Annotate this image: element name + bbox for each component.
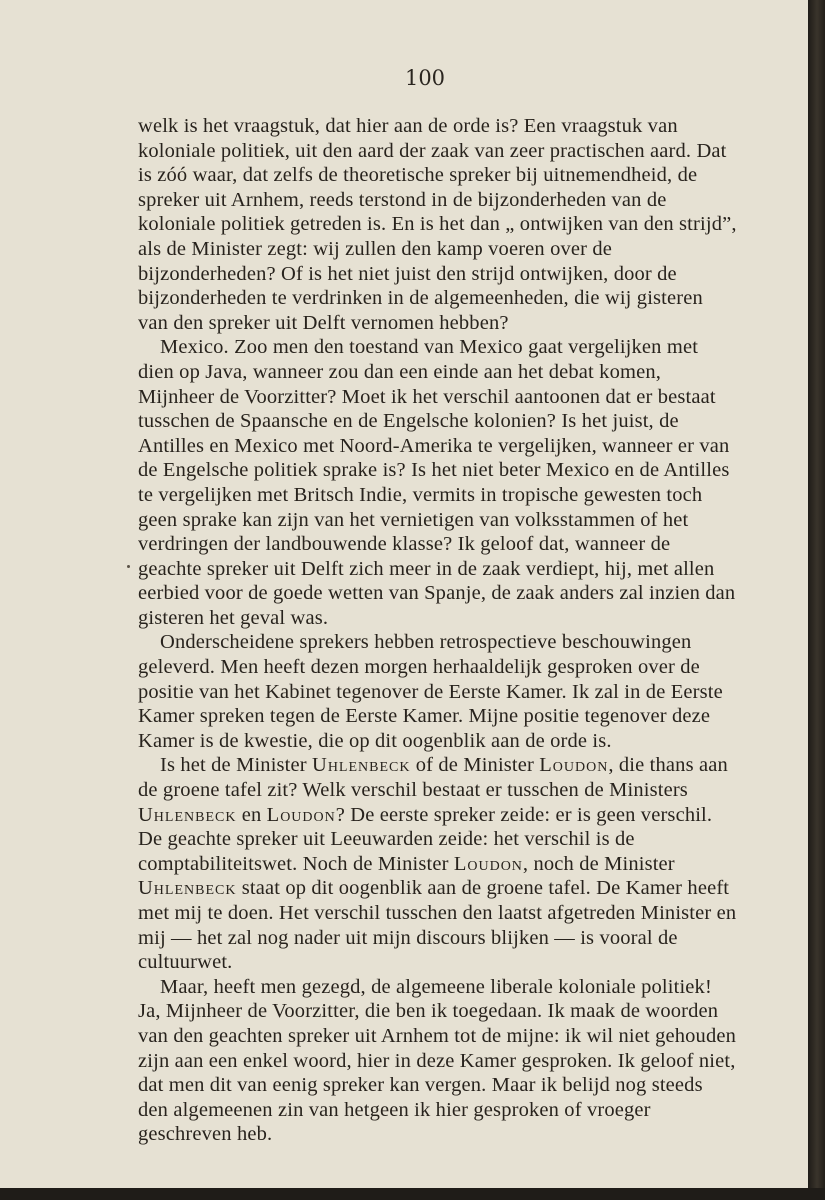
text-run: ? De eerste spreker zeide: er is geen verschil. De geachte spreker uit Leeuwarden zeide: het verschil is de comptabiliteitswet. Noch de Minister [138, 803, 713, 875]
text-run: , die thans aan de groene tafel zit? Welk verschil bestaat er tusschen de Ministers [138, 754, 728, 802]
minister-name: Loudon [266, 803, 336, 826]
book-spine-edge [808, 0, 825, 1200]
text-run: , noch de Minister [522, 852, 675, 875]
text-run: Maar, heeft men gezegd, de algemeene liberale koloniale politiek! Ja, Mijnheer de Voorzitter, die ben ik toegedaan. Ik maak de woorden van den geachten spreker uit Arnhem tot de mijne: ik wil niet gehouden zijn aan een enkel woord, hier in deze Kamer gesproken. Ik geloof niet, dat men dit van eenig spreker kan vergen. Maar ik belijd nog steeds den algemeenen zin van hetgeen ik hier gesproken of vroeger geschreven heb. [138, 975, 737, 1146]
minister-name: Uhlenbeck [312, 754, 411, 777]
page-bottom-edge [0, 1188, 825, 1200]
text-run: Onderscheidene sprekers hebben retrospectieve beschouwingen geleverd. Men heeft dezen morgen herhaaldelijk gesproken over de positie van het Kabinet tegenover de Eerste Kamer. Ik zal in de Eerste Kamer spreken tegen de Eerste Kamer. Mijne positie tegenover deze Kamer is de kwestie, die op dit oogenblik aan de orde is. [138, 631, 723, 752]
paragraph [138, 335, 738, 630]
paragraph [138, 630, 738, 753]
page-number: 100 [404, 66, 446, 90]
text-run: staat op dit oogenblik aan de groene tafel. De Kamer heeft met mij te doen. Het verschil tusschen den laatst afgetreden Minister en mij — het zal nog nader uit mijn discours blijken — is vooral de cultuurwet. [138, 877, 737, 974]
body-text [138, 114, 738, 1147]
minister-name: Loudon [539, 754, 609, 777]
text-run: en [236, 803, 267, 826]
minister-name: Loudon [453, 852, 523, 875]
paragraph [138, 753, 738, 974]
paragraph [138, 975, 738, 1147]
minister-name: Uhlenbeck [138, 877, 237, 900]
minister-name: Uhlenbeck [138, 803, 237, 826]
paragraph [138, 114, 738, 335]
text-run: of de Minister [410, 754, 540, 777]
text-run: welk is het vraagstuk, dat hier aan de orde is? Een vraagstuk van koloniale politiek, uit den aard der zaak van zeer practischen aard. Dat is zóó waar, dat zelfs de theoretische spreker bij uitnemendheid, de spreker uit Arnhem, reeds terstond in de bijzonderheden van de koloniale politiek getreden is. En is het dan „ ontwijken van den strijd”, als de Minister zegt: wij zullen den kamp voeren over de bijzonderheden? Of is het niet juist den strijd ontwijken, door de bijzonderheden te verdrinken in de algemeenheden, die wij gisteren van den spreker uit Delft vernomen hebben? [138, 115, 737, 334]
text-run: Mexico. Zoo men den toestand van Mexico gaat vergelijken met dien op Java, wanneer zou dan een einde aan het debat komen, Mijnheer de Voorzitter? Moet ik het verschil aantoonen dat er bestaat tusschen de Spaansche en de Engelsche kolonien? Is het juist, de Antilles en Mexico met Noord-Amerika te vergelijken, wanneer er van de Engelsche politiek sprake is? Is het niet beter Mexico en de Antilles te vergelijken met Britsch Indie, vermits in tropische gewesten toch geen sprake kan zijn van het vernietigen van volksstammen of het verdringen der landbouwende klasse? Ik geloof dat, wanneer de geachte spreker uit Delft zich meer in de zaak verdiept, hij, met allen eerbied voor de goede wetten van Spanje, de zaak anders zal inzien dan gisteren het geval was. [138, 336, 736, 629]
ink-speck [127, 565, 130, 568]
text-run: Is het de Minister [160, 754, 313, 777]
